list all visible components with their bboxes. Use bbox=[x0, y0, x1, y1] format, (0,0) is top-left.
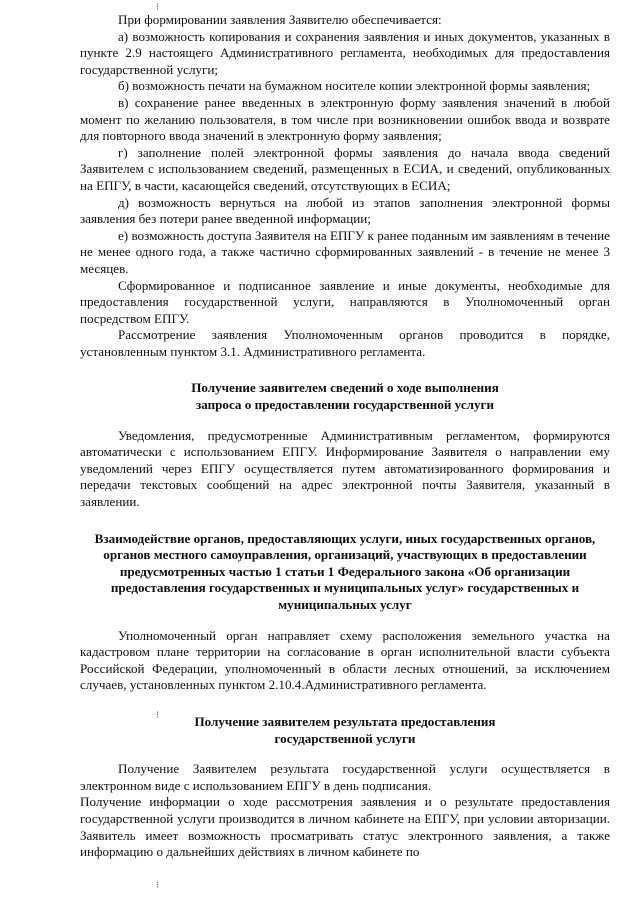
paragraph-review: Рассмотрение заявления Уполномоченным органов проводится в порядке, установленным пунктом 3.1. Административного регламента. bbox=[80, 327, 610, 359]
heading-progress-line2: запроса о предоставлении государственной услуги bbox=[195, 397, 495, 413]
heading-result-line1: Получение заявителем результата предоставления bbox=[194, 713, 496, 729]
scan-artifact-bottom: ⁝ bbox=[156, 880, 160, 891]
paragraph-result-receipt: Получение Заявителем результата государственной услуги осуществляется в электронном виде с использованием ЕПГУ в день подписания. bbox=[80, 761, 610, 793]
scan-artifact-middle: ⁝ bbox=[156, 710, 160, 721]
heading-interaction: Взаимодействие органов, предоставляющих услуги, иных государственных органов, органов местного самоуправления, организаций, участвующих в предоставлении предусмотренных частью 1 статьи 1 Федерального закона «Об организации предоставления государственных и муниципальных услуг» государственных и муниципальных услуг bbox=[94, 530, 596, 612]
document-page bbox=[80, 12, 610, 861]
heading-progress-line1: Получение заявителем сведений о ходе выполнения bbox=[191, 380, 499, 396]
paragraph-item-e: е) возможность доступа Заявителя на ЕПГУ к ранее поданным им заявлениям в течение не менее одного года, а также частично сформированных заявлений - в течение не менее 3 месяцев. bbox=[80, 227, 610, 276]
paragraph-item-b: б) возможность печати на бумажном носителе копии электронной формы заявления; bbox=[118, 78, 591, 94]
paragraph-intro: При формировании заявления Заявителю обеспечивается: bbox=[118, 12, 442, 27]
paragraph-result-info: Получение информации о ходе рассмотрения заявления и о результате предоставления государственной услуги производится в личном кабинете на ЕПГУ, при условии авторизации. Заявитель имеет возможность просматривать статус электронного заявления, а также информацию о дальнейших действиях в личном кабинете по bbox=[80, 794, 610, 860]
paragraph-item-d: д) возможность вернуться на любой из этапов заполнения электронной формы заявления без потери ранее введенной информации; bbox=[80, 194, 610, 227]
paragraph-item-v: в) сохранение ранее введенных в электронную форму заявления значений в любой момент по желанию пользователя, в том числе при возникновении ошибок ввода и возврате для повторного ввода значений в электронную форму заявления; bbox=[80, 94, 610, 144]
paragraph-item-g: г) заполнение полей электронной формы заявления до начала ввода сведений Заявителем с использованием сведений, размещенных в ЕСИА, и сведений, опубликованных на ЕПГУ, в части, касающейся сведений, отсутствующих в ЕСИА; bbox=[80, 144, 610, 193]
paragraph-coordination: Уполномоченный орган направляет схему расположения земельного участка на кадастровом плане территории на согласование в орган исполнительной власти субъекта Российской Федерации, уполномоченный в области лесных отношений, за исключением случаев, установленных пунктом 2.10.4.Административного регламента. bbox=[80, 627, 610, 693]
scan-artifact-top: ⁝ bbox=[156, 2, 160, 13]
heading-result-line2: государственной услуги bbox=[274, 730, 416, 746]
paragraph-submission: Сформированное и подписанное заявление и иные документы, необходимые для предоставления государственной услуги, направляются в Уполномоченный орган посредством ЕПГУ. bbox=[80, 277, 610, 326]
paragraph-notifications: Уведомления, предусмотренные Административным регламентом, формируются автоматически с использованием ЕПГУ. Информирование Заявителя о направлении ему уведомлений через ЕПГУ осуществляется путем автоматизированного формирования и передачи текстовых сообщений на адрес электронной почты Заявителя, указанный в заявлении. bbox=[80, 427, 610, 510]
paragraph-item-a: а) возможность копирования и сохранения заявления и иных документов, указанных в пункте 2.9 настоящего Административного регламента, необходимых для предоставления государственной услуги; bbox=[80, 28, 610, 77]
